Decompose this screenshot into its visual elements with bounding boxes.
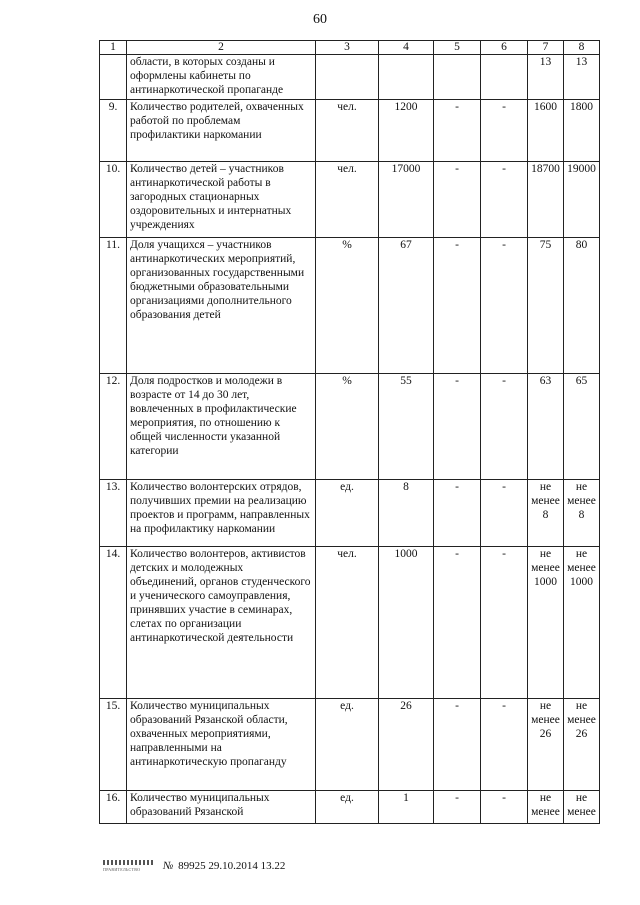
value-col7: 75 [528,238,564,374]
value-col8: 19000 [564,162,600,238]
value-col5: - [434,238,481,374]
value-col5: - [434,480,481,547]
value-col7: 1600 [528,100,564,162]
row-number: 9. [100,100,127,162]
value-col7: не менее 8 [528,480,564,547]
value-col8: не менее 8 [564,480,600,547]
page-number: 60 [313,12,327,27]
row-number: 12. [100,374,127,480]
header-cell: 6 [481,41,528,55]
indicator-name: Количество муниципальных образований Рязанской области, охваченных мероприятиями, направленными на антинаркотическую пропаганду [127,699,316,791]
value-col5: - [434,699,481,791]
header-cell: 1 [100,41,127,55]
value-col6: - [481,699,528,791]
value-col8: 80 [564,238,600,374]
indicator-name: Количество родителей, охваченных работой по проблемам профилактики наркомании [127,100,316,162]
value-col4: 1 [379,791,434,824]
unit: % [316,238,379,374]
value-col8: 1800 [564,100,600,162]
value-col8: 13 [564,55,600,100]
row-number: 13. [100,480,127,547]
header-cell: 8 [564,41,600,55]
unit: чел. [316,100,379,162]
value-col7: 18700 [528,162,564,238]
stamp-logo: ПРАВИТЕЛЬСТВО [103,858,155,874]
row-number: 14. [100,547,127,699]
row-number: 16. [100,791,127,824]
value-col4: 67 [379,238,434,374]
row-number [100,55,127,100]
header-cell: 7 [528,41,564,55]
value-col7: не менее [528,791,564,824]
value-col6: - [481,374,528,480]
indicator-name: Количество волонтерских отрядов, получивших премии на реализацию проектов и программ, направленных на профилактику наркомании [127,480,316,547]
table-row [100,374,600,480]
value-col7: не менее 1000 [528,547,564,699]
value-col6: - [481,162,528,238]
value-col6: - [481,480,528,547]
value-col5: - [434,162,481,238]
header-cell: 5 [434,41,481,55]
row-number: 10. [100,162,127,238]
value-col8: 65 [564,374,600,480]
unit: ед. [316,791,379,824]
value-col5: - [434,100,481,162]
header-cell: 4 [379,41,434,55]
value-col6 [481,55,528,100]
value-col7: не менее 26 [528,699,564,791]
table-row [100,480,600,547]
value-col6: - [481,238,528,374]
table-row [100,791,600,824]
table-row [100,55,600,100]
unit: чел. [316,547,379,699]
header-cell: 3 [316,41,379,55]
value-col4 [379,55,434,100]
indicator-name: Доля подростков и молодежи в возрасте от 14 до 30 лет, вовлеченных в профилактические мероприятия, по отношению к общей численности указанной категории [127,374,316,480]
header-row [100,41,600,55]
value-col4: 1000 [379,547,434,699]
registration-footer [103,858,285,874]
value-col4: 17000 [379,162,434,238]
registration-number: № 89925 29.10.2014 13.22 [163,860,286,872]
value-col5: - [434,791,481,824]
value-col8: не менее 1000 [564,547,600,699]
value-col6: - [481,791,528,824]
table-row [100,100,600,162]
value-col5: - [434,374,481,480]
value-col4: 1200 [379,100,434,162]
value-col6: - [481,100,528,162]
value-col7: 63 [528,374,564,480]
row-number: 15. [100,699,127,791]
value-col5: - [434,547,481,699]
table-row [100,547,600,699]
unit [316,55,379,100]
table-row [100,162,600,238]
header-cell: 2 [127,41,316,55]
value-col8: не менее 26 [564,699,600,791]
indicator-name: области, в которых созданы и оформлены кабинеты по антинаркотической пропаганде [127,55,316,100]
unit: ед. [316,480,379,547]
row-number: 11. [100,238,127,374]
unit: % [316,374,379,480]
unit: чел. [316,162,379,238]
indicator-name: Количество волонтеров, активистов детских и молодежных объединений, органов студенческого и ученического самоуправления, принявших участие в семинарах, слетах по организации антинаркотической деятельности [127,547,316,699]
indicators-table [99,40,600,824]
table-row [100,238,600,374]
value-col4: 55 [379,374,434,480]
value-col4: 8 [379,480,434,547]
value-col4: 26 [379,699,434,791]
value-col6: - [481,547,528,699]
value-col5 [434,55,481,100]
value-col7: 13 [528,55,564,100]
indicator-name: Количество детей – участников антинаркотической работы в загородных стационарных оздоровительных и интернатных учреждениях [127,162,316,238]
unit: ед. [316,699,379,791]
table-row [100,699,600,791]
value-col8: не менее [564,791,600,824]
indicator-name: Количество муниципальных образований Рязанской [127,791,316,824]
indicator-name: Доля учащихся – участников антинаркотических мероприятий, организованных государственными бюджетными образовательными организациями дополнительного образования детей [127,238,316,374]
